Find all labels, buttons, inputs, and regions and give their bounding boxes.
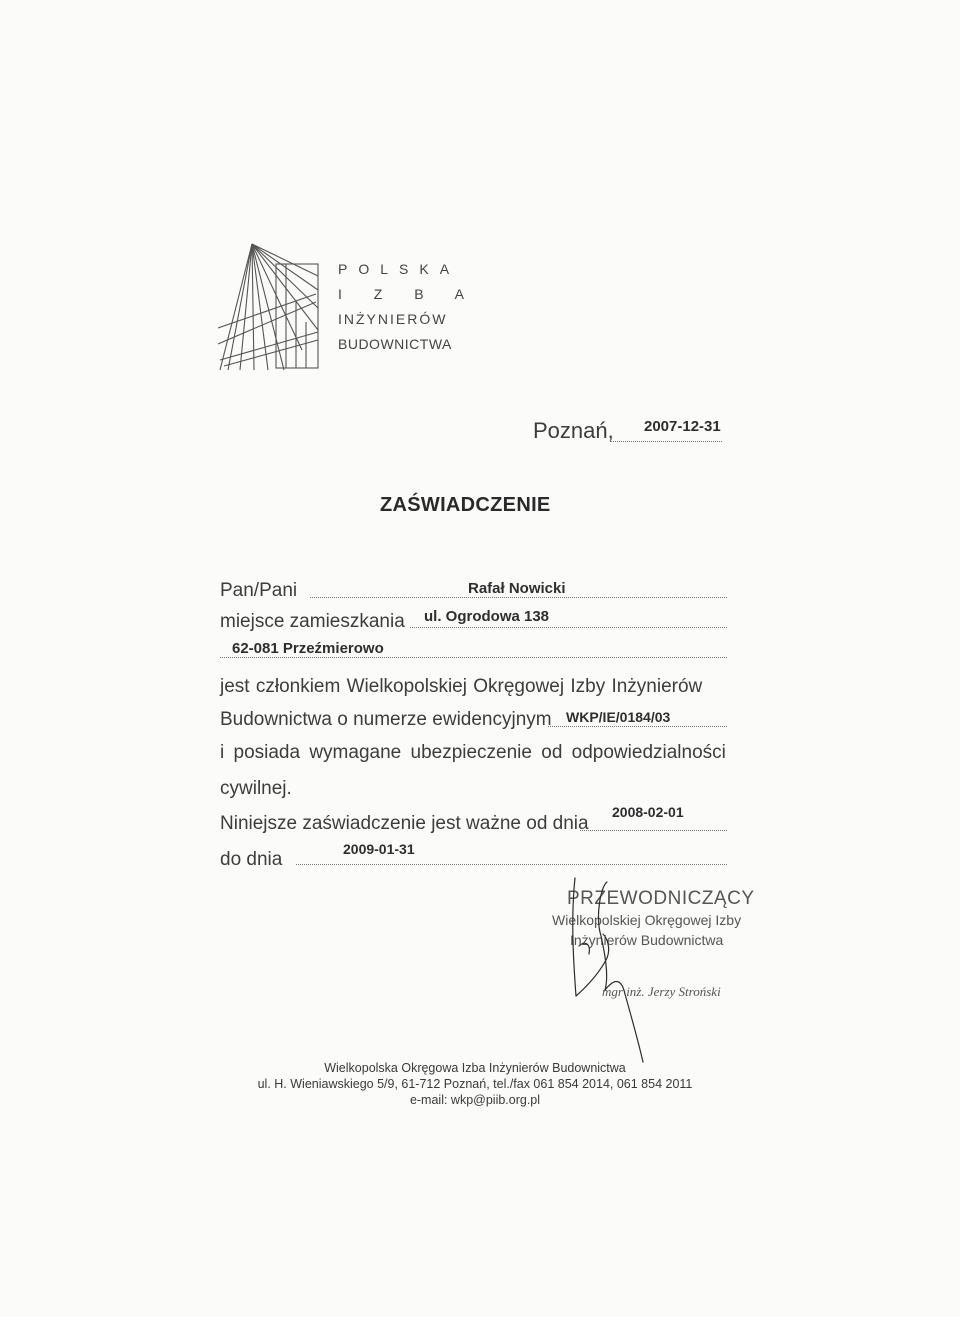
document-title: ZAŚWIADCZENIE: [380, 494, 551, 516]
holder-name: Rafał Nowicki: [468, 580, 566, 597]
valid-from-dotted-line: [580, 830, 727, 831]
footer-line-2: ul. H. Wieniawskiego 5/9, 61-712 Poznań, tel./fax 061 854 2014, 061 854 2011: [257, 1077, 693, 1091]
footer-line-3: e-mail: wkp@piib.org.pl: [409, 1093, 541, 1107]
piib-logo-icon: [218, 242, 326, 374]
date-dotted-line: [610, 441, 722, 442]
name-label: Pan/Pani: [220, 580, 298, 601]
residence-city: 62-081 Przeźmierowo: [232, 640, 384, 657]
footer-address: [240, 1060, 710, 1108]
body-line-2: Budownictwa o numerze ewidencyjnym: [220, 709, 552, 730]
stamp-line-3: Inżynierów Budownictwa: [570, 932, 724, 948]
stamp-line-2: Wielkopolskiej Okręgowej Izby: [552, 912, 742, 928]
body-line-4: cywilnej.: [220, 778, 292, 799]
issue-date: 2007-12-31: [644, 418, 721, 435]
reg-number-dotted-line: [548, 726, 727, 727]
registration-number: WKP/IE/0184/03: [566, 709, 671, 725]
logo-line-1: POLSKA: [338, 261, 461, 277]
residence-dotted-line-1: [410, 627, 727, 628]
valid-from-label: Niniejsze zaświadczenie jest ważne od dnia: [220, 813, 589, 834]
handwritten-signature-icon: [545, 876, 665, 1064]
body-line-3: i posiada wymagane ubezpieczenie od odpowiedzialności: [220, 742, 726, 763]
residence-dotted-line-2: [220, 657, 727, 658]
logo-line-4: BUDOWNICTWA: [338, 336, 452, 352]
body-line-1: jest członkiem Wielkopolskiej Okręgowej Izby Inżynierów: [220, 676, 703, 697]
name-dotted-line: [310, 597, 727, 598]
valid-to-date: 2009-01-31: [343, 841, 415, 857]
valid-to-label: do dnia: [220, 849, 283, 870]
logo-wordmark: [338, 262, 464, 362]
stamp-signer: mgr inż. Jerzy Stroński: [602, 984, 721, 999]
official-stamp: [545, 884, 785, 1064]
residence-label: miejsce zamieszkania: [220, 611, 405, 632]
valid-from-date: 2008-02-01: [612, 804, 684, 820]
issue-city: Poznań,: [533, 418, 614, 443]
footer-line-1: Wielkopolska Okręgowa Izba Inżynierów Budownictwa: [324, 1061, 626, 1075]
valid-to-dotted-line: [296, 864, 727, 865]
logo-line-3: INŻYNIERÓW: [338, 311, 448, 327]
residence-street: ul. Ogrodowa 138: [424, 608, 550, 625]
logo-line-2: I Z B A: [338, 286, 465, 302]
stamp-title: PRZEWODNICZĄCY: [567, 888, 755, 909]
